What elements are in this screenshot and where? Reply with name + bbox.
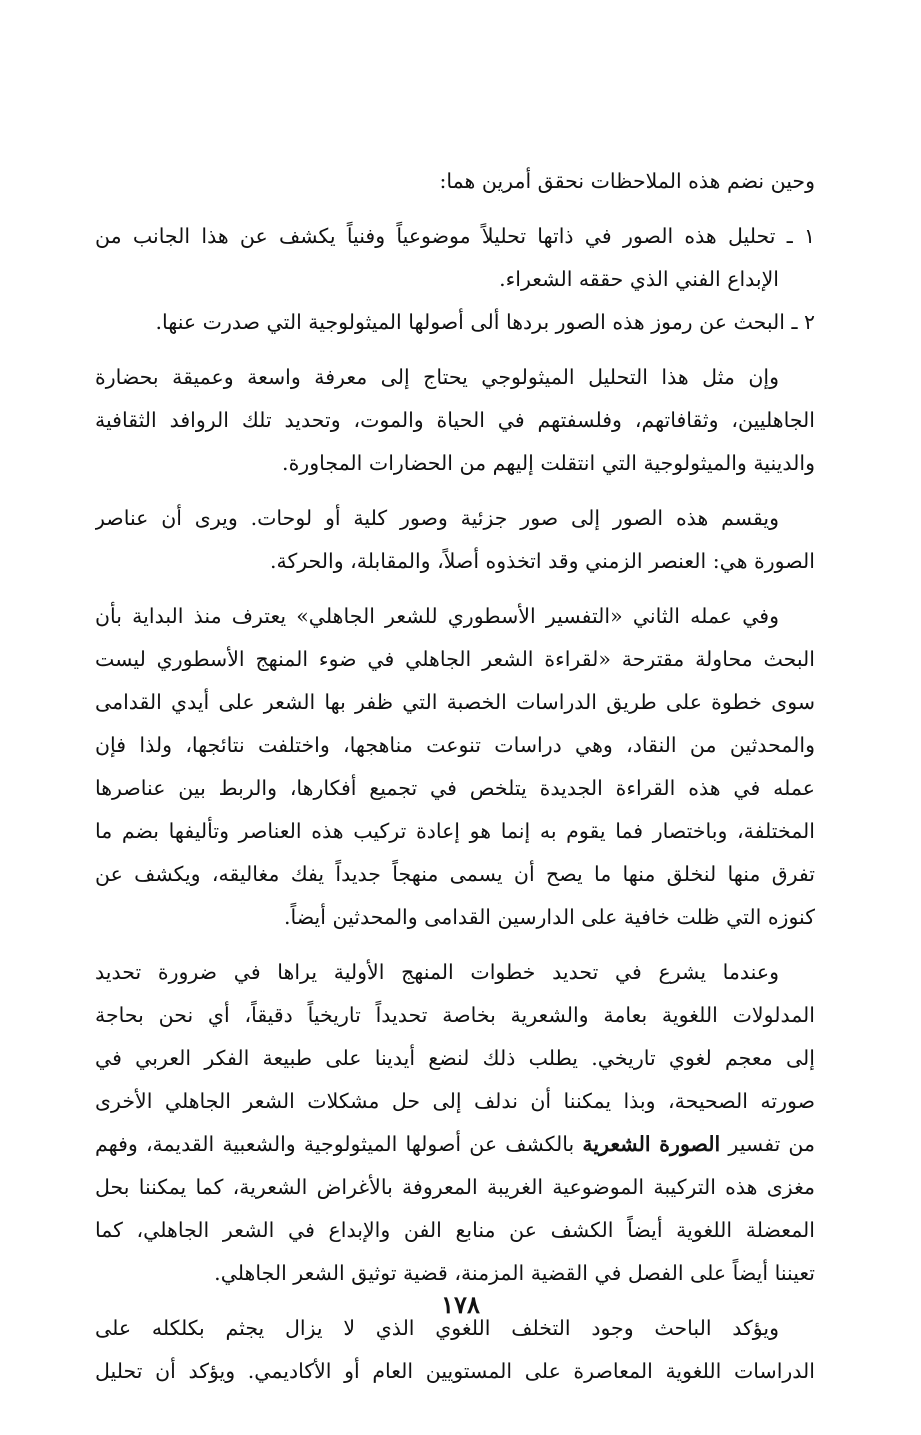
paragraph-line: ويؤكد الباحث وجود التخلف اللغوي الذي لا يزال يجثم بكلكله على xyxy=(95,1316,779,1340)
paragraph-line: وعندما يشرع في تحديد خطوات المنهج الأولية يراها في ضرورة تحديد xyxy=(95,960,779,984)
paragraph-5 xyxy=(95,1307,815,1393)
paragraph-line: ويقسم هذه الصور إلى صور جزئية وصور كلية أو لوحات. ويرى أن عناصر xyxy=(95,506,779,530)
paragraph-line: صورته الصحيحة، وبذا يمكننا أن ندلف إلى حل مشكلات الشعر الجاهلي الأخرى xyxy=(95,1089,815,1113)
paragraph-2 xyxy=(95,497,815,583)
paragraph-line: والدينية والميثولوجية التي انتقلت إليهم من الحضارات المجاورة. xyxy=(282,451,815,475)
paragraph-line: مغزى هذه التركيبة الموضوعية الغريبة المعروفة بالأغراض الشعرية، كما يمكننا بحل xyxy=(95,1175,815,1199)
paragraph-line: الدراسات اللغوية المعاصرة على المستويين العام أو الأكاديمي. ويؤكد أن تحليل xyxy=(95,1359,815,1383)
list-item-1-line-2: الإبداع الفني الذي حققه الشعراء. xyxy=(499,267,779,291)
paragraph-line: كنوزه التي ظلت خافية على الدارسين القدامى والمحدثين أيضاً. xyxy=(284,905,815,929)
paragraph-3 xyxy=(95,595,815,939)
numbered-list xyxy=(95,215,815,344)
paragraph-line: وإن مثل هذا التحليل الميثولوجي يحتاج إلى معرفة واسعة وعميقة بحضارة xyxy=(95,365,779,389)
paragraph-line: وفي عمله الثاني «التفسير الأسطوري للشعر الجاهلي» يعترف منذ البداية بأن xyxy=(95,604,779,628)
page-body xyxy=(95,160,815,1393)
paragraph-4 xyxy=(95,951,815,1295)
text-run: من تفسير xyxy=(720,1132,815,1156)
list-item-1-line-1: ١ ـ تحليل هذه الصور في ذاتها تحليلاً موضوعياً وفنياً يكشف عن هذا الجانب من xyxy=(95,224,815,248)
paragraph-line: سوى خطوة على طريق الدراسات الخصبة التي ظفر بها الشعر على أيدي القدامى xyxy=(95,690,815,714)
paragraph-line: تعيننا أيضاً على الفصل في القضية المزمنة، قضية توثيق الشعر الجاهلي. xyxy=(214,1261,815,1285)
page-number: ١٧٨ xyxy=(441,1290,480,1319)
paragraph-line: إلى معجم لغوي تاريخي. يطلب ذلك لنضع أيدينا على طبيعة الفكر العربي في xyxy=(95,1046,815,1070)
paragraph-line: والمحدثين من النقاد، وهي دراسات تنوعت مناهجها، واختلفت نتائجها، ولذا فإن xyxy=(95,733,815,757)
paragraph-line: المدلولات اللغوية بعامة والشعرية بخاصة تحديداً تاريخياً دقيقاً، أي نحن بحاجة xyxy=(95,1003,815,1027)
paragraph-line: البحث محاولة مقترحة «لقراءة الشعر الجاهلي في ضوء المنهج الأسطوري ليست xyxy=(95,647,815,671)
bold-term: الصورة الشعرية xyxy=(582,1132,721,1156)
paragraph-line: الصورة هي: العنصر الزمني وقد اتخذوه أصلاً، والمقابلة، والحركة. xyxy=(269,549,815,573)
paragraph-line: المختلفة، وباختصار فما يقوم به إنما هو إعادة تركيب هذه العناصر وتأليفها بضم ما xyxy=(95,819,815,843)
paragraph-1 xyxy=(95,356,815,485)
paragraph-line: عمله في هذه القراءة الجديدة يتلخص في تجميع أفكارها، والربط بين عناصرها xyxy=(95,776,815,800)
text-run: بالكشف عن أصولها الميثولوجية والشعبية القديمة، وفهم xyxy=(95,1132,583,1156)
intro-line: وحين نضم هذه الملاحظات نحقق أمرين هما: xyxy=(439,169,815,193)
paragraph-line: المعضلة اللغوية أيضاً الكشف عن منابع الفن والإبداع في الشعر الجاهلي، كما xyxy=(95,1218,815,1242)
paragraph-line: تفرق منها لنخلق منها ما يصح أن يسمى منهجاً جديداً يفك مغاليقه، ويكشف عن xyxy=(95,862,815,886)
paragraph-line: الجاهليين، وثقافاتهم، وفلسفتهم في الحياة والموت، وتحديد تلك الروافد الثقافية xyxy=(95,408,815,432)
list-item-2-line-1: ٢ ـ البحث عن رموز هذه الصور بردها ألى أصولها الميثولوجية التي صدرت عنها. xyxy=(155,310,815,334)
paragraph-line-with-bold xyxy=(95,1123,815,1166)
